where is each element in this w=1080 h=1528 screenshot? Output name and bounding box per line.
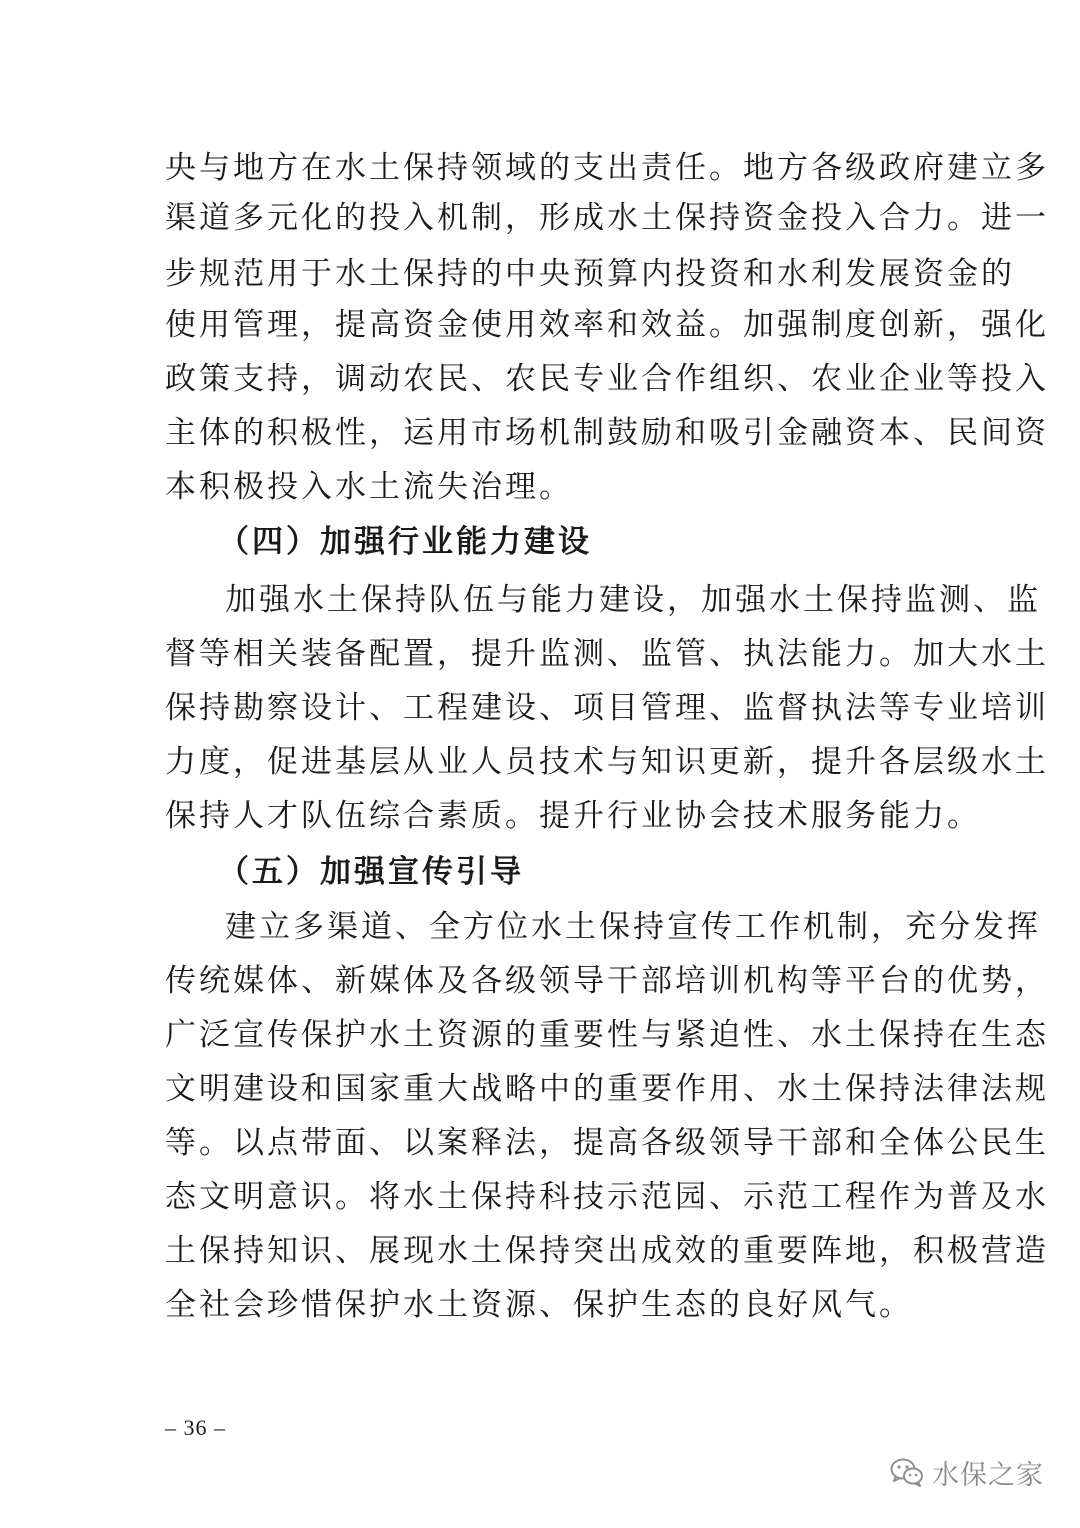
text-line: 督等相关装备配置，提升监测、监管、执法能力。加大水土	[165, 636, 1049, 672]
text-line: 政策支持，调动农民、农民专业合作组织、农业企业等投入	[165, 361, 1049, 397]
text-line: 本积极投入水土流失治理。	[165, 469, 573, 505]
text-line: 加强水土保持队伍与能力建设，加强水土保持监测、监	[225, 582, 1041, 618]
text-line: 使用管理，提高资金使用效率和效益。加强制度创新，强化	[165, 307, 1049, 343]
watermark-text: 水保之家	[932, 1459, 1044, 1491]
text-line: 保持人才队伍综合素质。提升行业协会技术服务能力。	[165, 798, 981, 834]
text-line: 土保持知识、展现水土保持突出成效的重要阵地，积极营造	[165, 1233, 1049, 1269]
text-line: 文明建设和国家重大战略中的重要作用、水土保持法律法规	[165, 1071, 1049, 1107]
text-line: 步规范用于水土保持的中央预算内投资和水利发展资金的	[165, 256, 1015, 292]
wechat-icon	[890, 1457, 924, 1487]
text-line: 渠道多元化的投入机制，形成水土保持资金投入合力。进一	[165, 200, 1049, 236]
text-line: 主体的积极性，运用市场机制鼓励和吸引金融资本、民间资	[165, 415, 1049, 451]
text-line: 建立多渠道、全方位水土保持宣传工作机制，充分发挥	[225, 909, 1041, 945]
page-number: – 36 –	[165, 1415, 226, 1440]
section-heading: （五）加强宣传引导	[218, 854, 524, 890]
text-line: 态文明意识。将水土保持科技示范园、示范工程作为普及水	[165, 1179, 1049, 1215]
text-line: 央与地方在水土保持领域的支出责任。地方各级政府建立多	[165, 150, 1049, 186]
text-line: 力度，促进基层从业人员技术与知识更新，提升各层级水土	[165, 744, 1049, 780]
text-line: 全社会珍惜保护水土资源、保护生态的良好风气。	[165, 1287, 913, 1323]
text-line: 保持勘察设计、工程建设、项目管理、监督执法等专业培训	[165, 690, 1049, 726]
section-heading: （四）加强行业能力建设	[218, 524, 592, 560]
text-line: 广泛宣传保护水土资源的重要性与紧迫性、水土保持在生态	[165, 1017, 1049, 1053]
text-line: 传统媒体、新媒体及各级领导干部培训机构等平台的优势，	[165, 963, 1049, 999]
text-line: 等。以点带面、以案释法，提高各级领导干部和全体公民生	[165, 1125, 1049, 1161]
watermark	[890, 1454, 1044, 1490]
